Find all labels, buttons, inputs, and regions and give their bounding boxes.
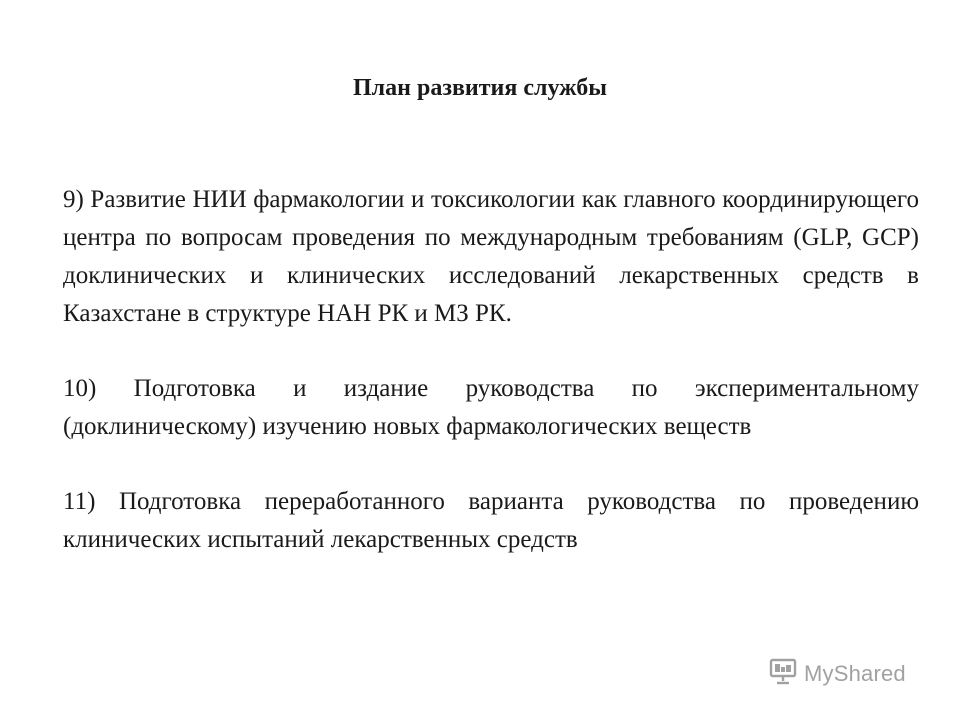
watermark: [768, 656, 906, 691]
watermark-text: MyShared: [804, 660, 906, 686]
presentation-board-icon: [768, 656, 798, 691]
paragraph-item-11: 11) Подготовка переработанного варианта руководства по проведению клинических испытаний лекарственных средств: [63, 488, 919, 553]
paragraph-item-9: 9) Развитие НИИ фармакологии и токсикологии как главного координирующего центра по вопросам проведения по международным требованиям (GLP, GCP) доклинических и клинических исследований лекарственных средств в Казахстане в структуре НАН РК и МЗ РК.: [63, 186, 919, 327]
paragraph-item-10: 10) Подготовка и издание руководства по экспериментальному (доклиническому) изучению новых фармакологических веществ: [63, 375, 919, 440]
slide-title: План развития службы: [353, 75, 607, 101]
slide-body: [63, 181, 919, 559]
